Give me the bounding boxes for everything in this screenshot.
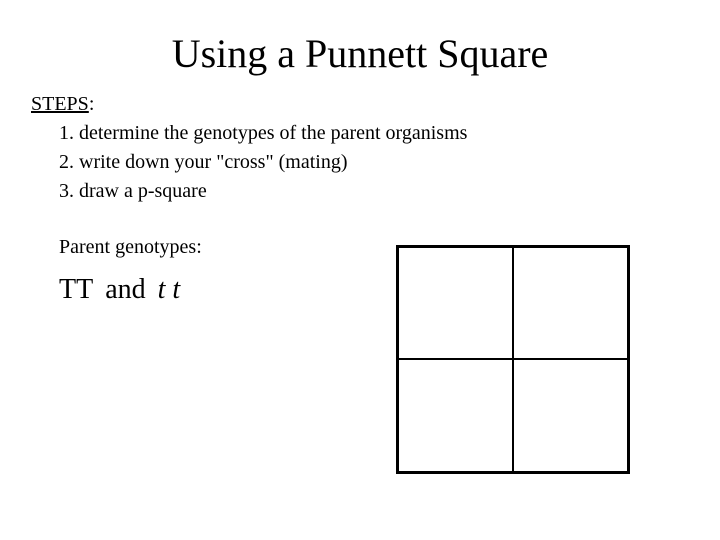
parent-genotypes-label: Parent genotypes: — [59, 236, 202, 258]
step-item-2: 2. write down your "cross" (mating) — [59, 151, 348, 173]
punnett-square — [396, 245, 630, 474]
steps-heading-colon: : — [88, 93, 95, 115]
step-list — [31, 119, 467, 206]
genotype-dominant: TT — [59, 274, 94, 305]
step-item-1: 1. determine the genotypes of the parent organisms — [59, 122, 468, 144]
parent-genotypes — [59, 270, 180, 310]
step-item-3: 3. draw a p-square — [59, 180, 207, 202]
punnett-grid — [396, 245, 630, 474]
steps-heading: STEPS — [31, 93, 89, 115]
steps-heading-row — [31, 90, 467, 119]
slide-title: Using a Punnett Square — [171, 31, 549, 76]
genotype-connector: and — [105, 274, 146, 305]
steps-section — [31, 90, 467, 206]
genotype-recessive: t t — [157, 274, 181, 305]
